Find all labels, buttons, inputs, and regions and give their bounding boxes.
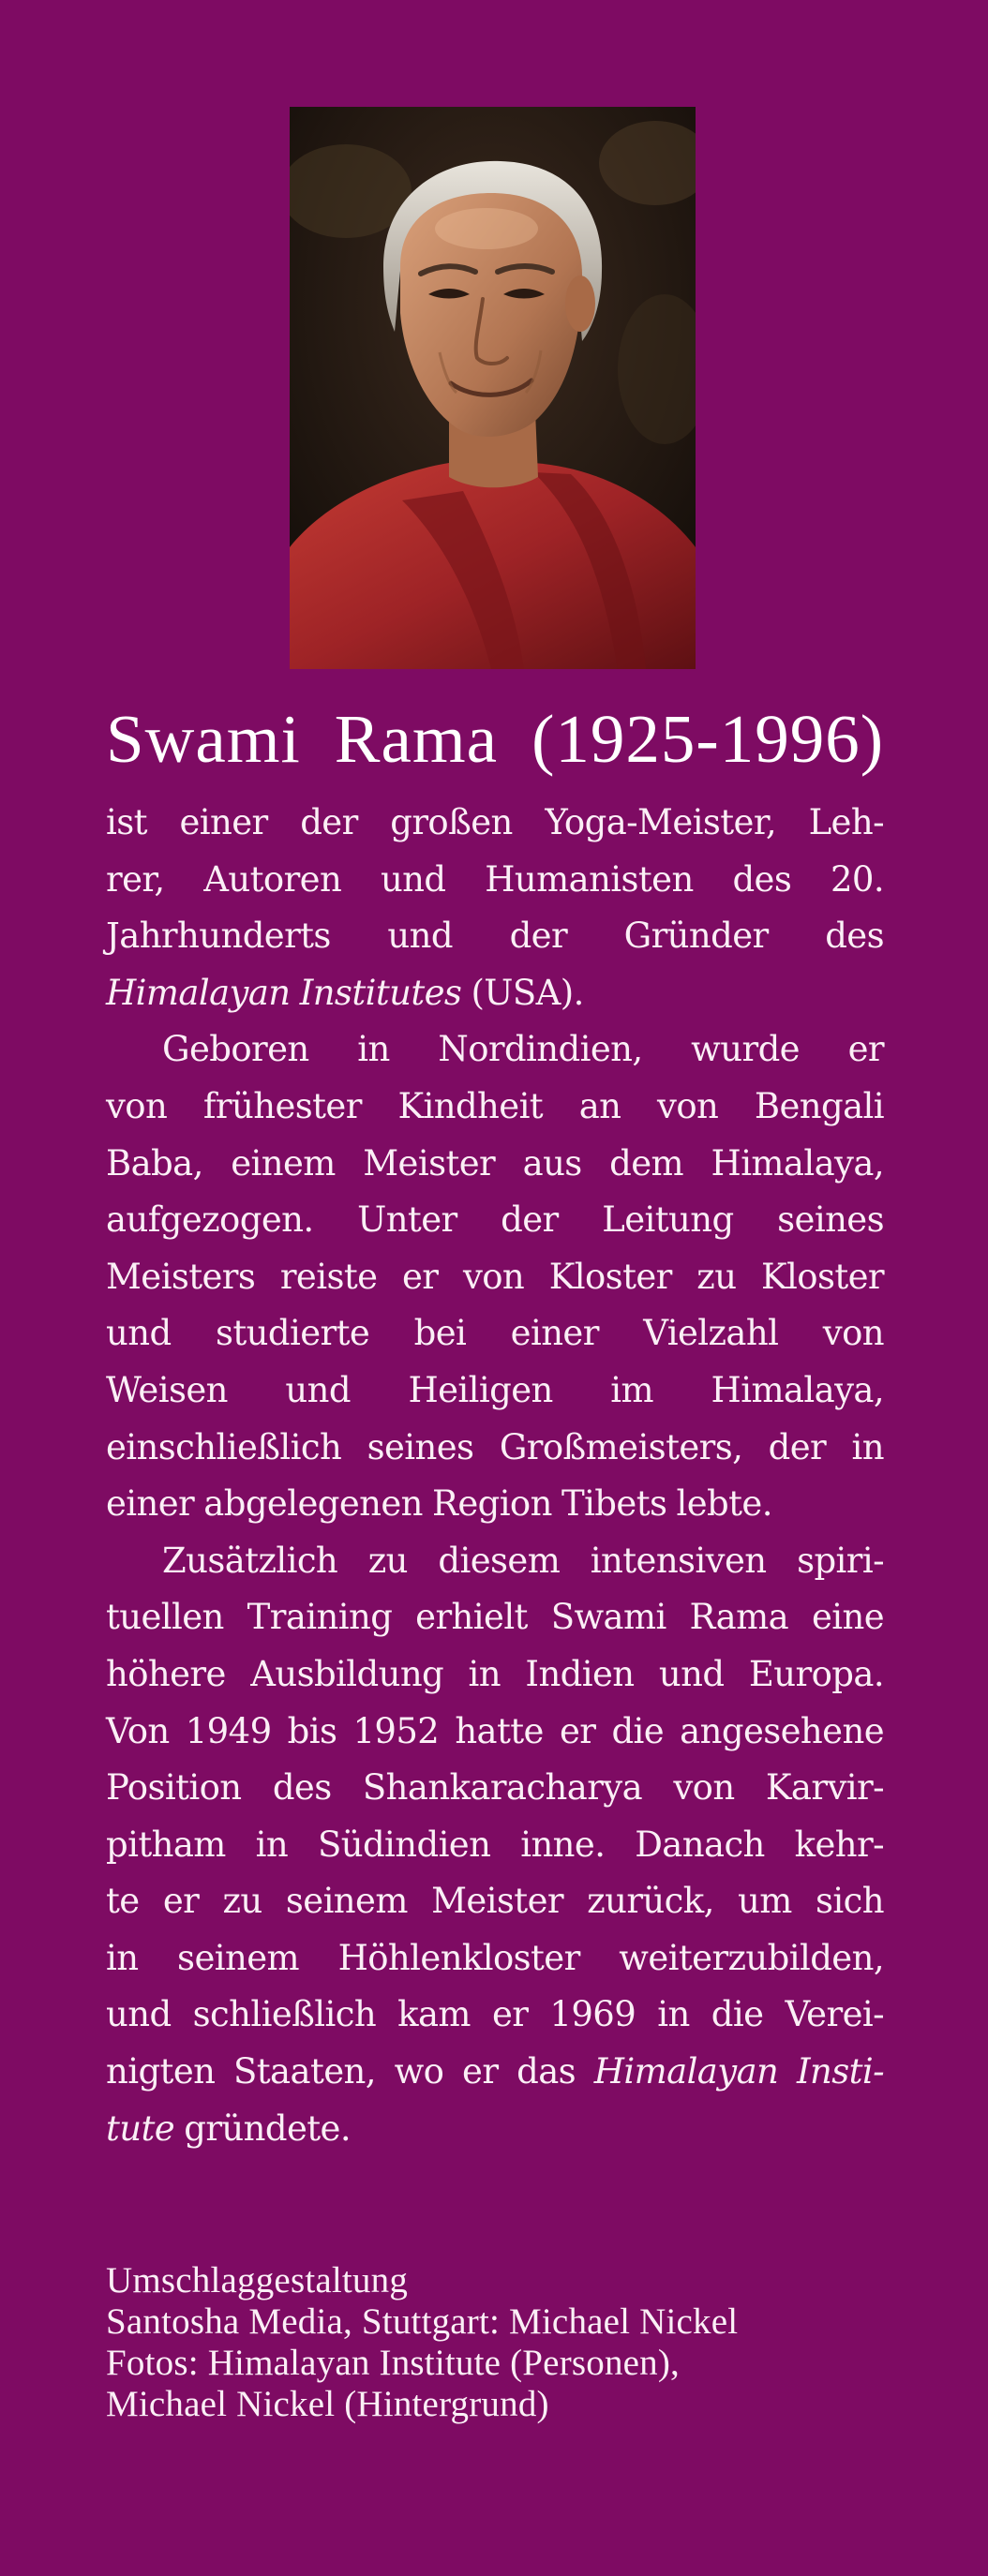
bio-p3-line xyxy=(106,2044,884,2101)
cover-credits xyxy=(106,2260,912,2425)
bio-p1-line: ist einer der großen Yoga-Meister, Leh- xyxy=(106,802,884,842)
institute-name-italic: Himalayan Insti- xyxy=(593,2051,884,2092)
credits-line: Fotos: Himalayan Institute (Personen), xyxy=(106,2343,681,2383)
bio-p2-line: aufgezogen. Unter der Leitung seines xyxy=(106,1199,884,1241)
bio-p2-line: Weisen und Heiligen im Himalaya, xyxy=(106,1369,884,1410)
bio-p3-line-rest: nigten Staaten, wo er das xyxy=(106,2051,594,2092)
bio-p3-line: und schließlich kam er 1969 in die Verei- xyxy=(106,1994,884,2035)
bio-p3-line: pitham in Südindien inne. Danach kehr- xyxy=(106,1824,884,1865)
author-biography xyxy=(106,795,884,2157)
bio-p1-line: rer, Autoren und Humanisten des 20. xyxy=(106,858,884,900)
bio-p3-line: Von 1949 bis 1952 hatte er die angesehene xyxy=(106,1710,884,1751)
book-author-title: Swami Rama (1925-1996) xyxy=(106,701,884,777)
credits-line: Santosha Media, Stuttgart: Michael Nickel xyxy=(106,2301,739,2342)
bio-p1-line xyxy=(106,965,884,1022)
credits-line: Umschlaggestaltung xyxy=(106,2260,409,2301)
author-portrait-image xyxy=(290,107,696,669)
bio-p3-line: te er zu seinem Meister zurück, um sich xyxy=(106,1881,884,1922)
bio-p3-line: Position des Shankaracharya von Karvir- xyxy=(106,1767,884,1809)
bio-p1-line: Jahrhunderts und der Gründer des xyxy=(106,916,884,957)
bio-p1-line-rest: (USA). xyxy=(461,972,584,1013)
credits-line: Michael Nickel (Hintergrund) xyxy=(106,2384,549,2424)
bio-p2-line: Baba, einem Meister aus dem Himalaya, xyxy=(106,1142,884,1184)
institute-name-italic: tute xyxy=(106,2107,175,2149)
bio-p3-line: Zusätzlich zu diesem intensiven spiri- xyxy=(162,1540,884,1581)
bio-p2-line: einer abgelegenen Region Tibets lebte. xyxy=(106,1483,772,1525)
bio-p2-line: einschließlich seines Großmeisters, der in xyxy=(106,1426,884,1467)
bio-p3-line: tuellen Training erhielt Swami Rama eine xyxy=(106,1597,884,1638)
bio-p3-line xyxy=(106,2101,884,2158)
bio-p3-line-rest: gründete. xyxy=(174,2107,351,2149)
bio-p2-line: von frühester Kindheit an von Bengali xyxy=(106,1085,884,1126)
bio-p3-line: in seinem Höhlenkloster weiterzubilden, xyxy=(106,1937,884,1978)
bio-p2-line: und studierte bei einer Vielzahl von xyxy=(106,1313,884,1354)
bio-p2-line: Geboren in Nordindien, wurde er xyxy=(162,1029,884,1070)
bio-p3-line: höhere Ausbildung in Indien und Europa. xyxy=(106,1653,884,1694)
bio-p2-line: Meisters reiste er von Kloster zu Kloster xyxy=(106,1256,884,1297)
institute-name-italic: Himalayan Institutes xyxy=(106,972,462,1013)
author-portrait xyxy=(290,107,696,669)
